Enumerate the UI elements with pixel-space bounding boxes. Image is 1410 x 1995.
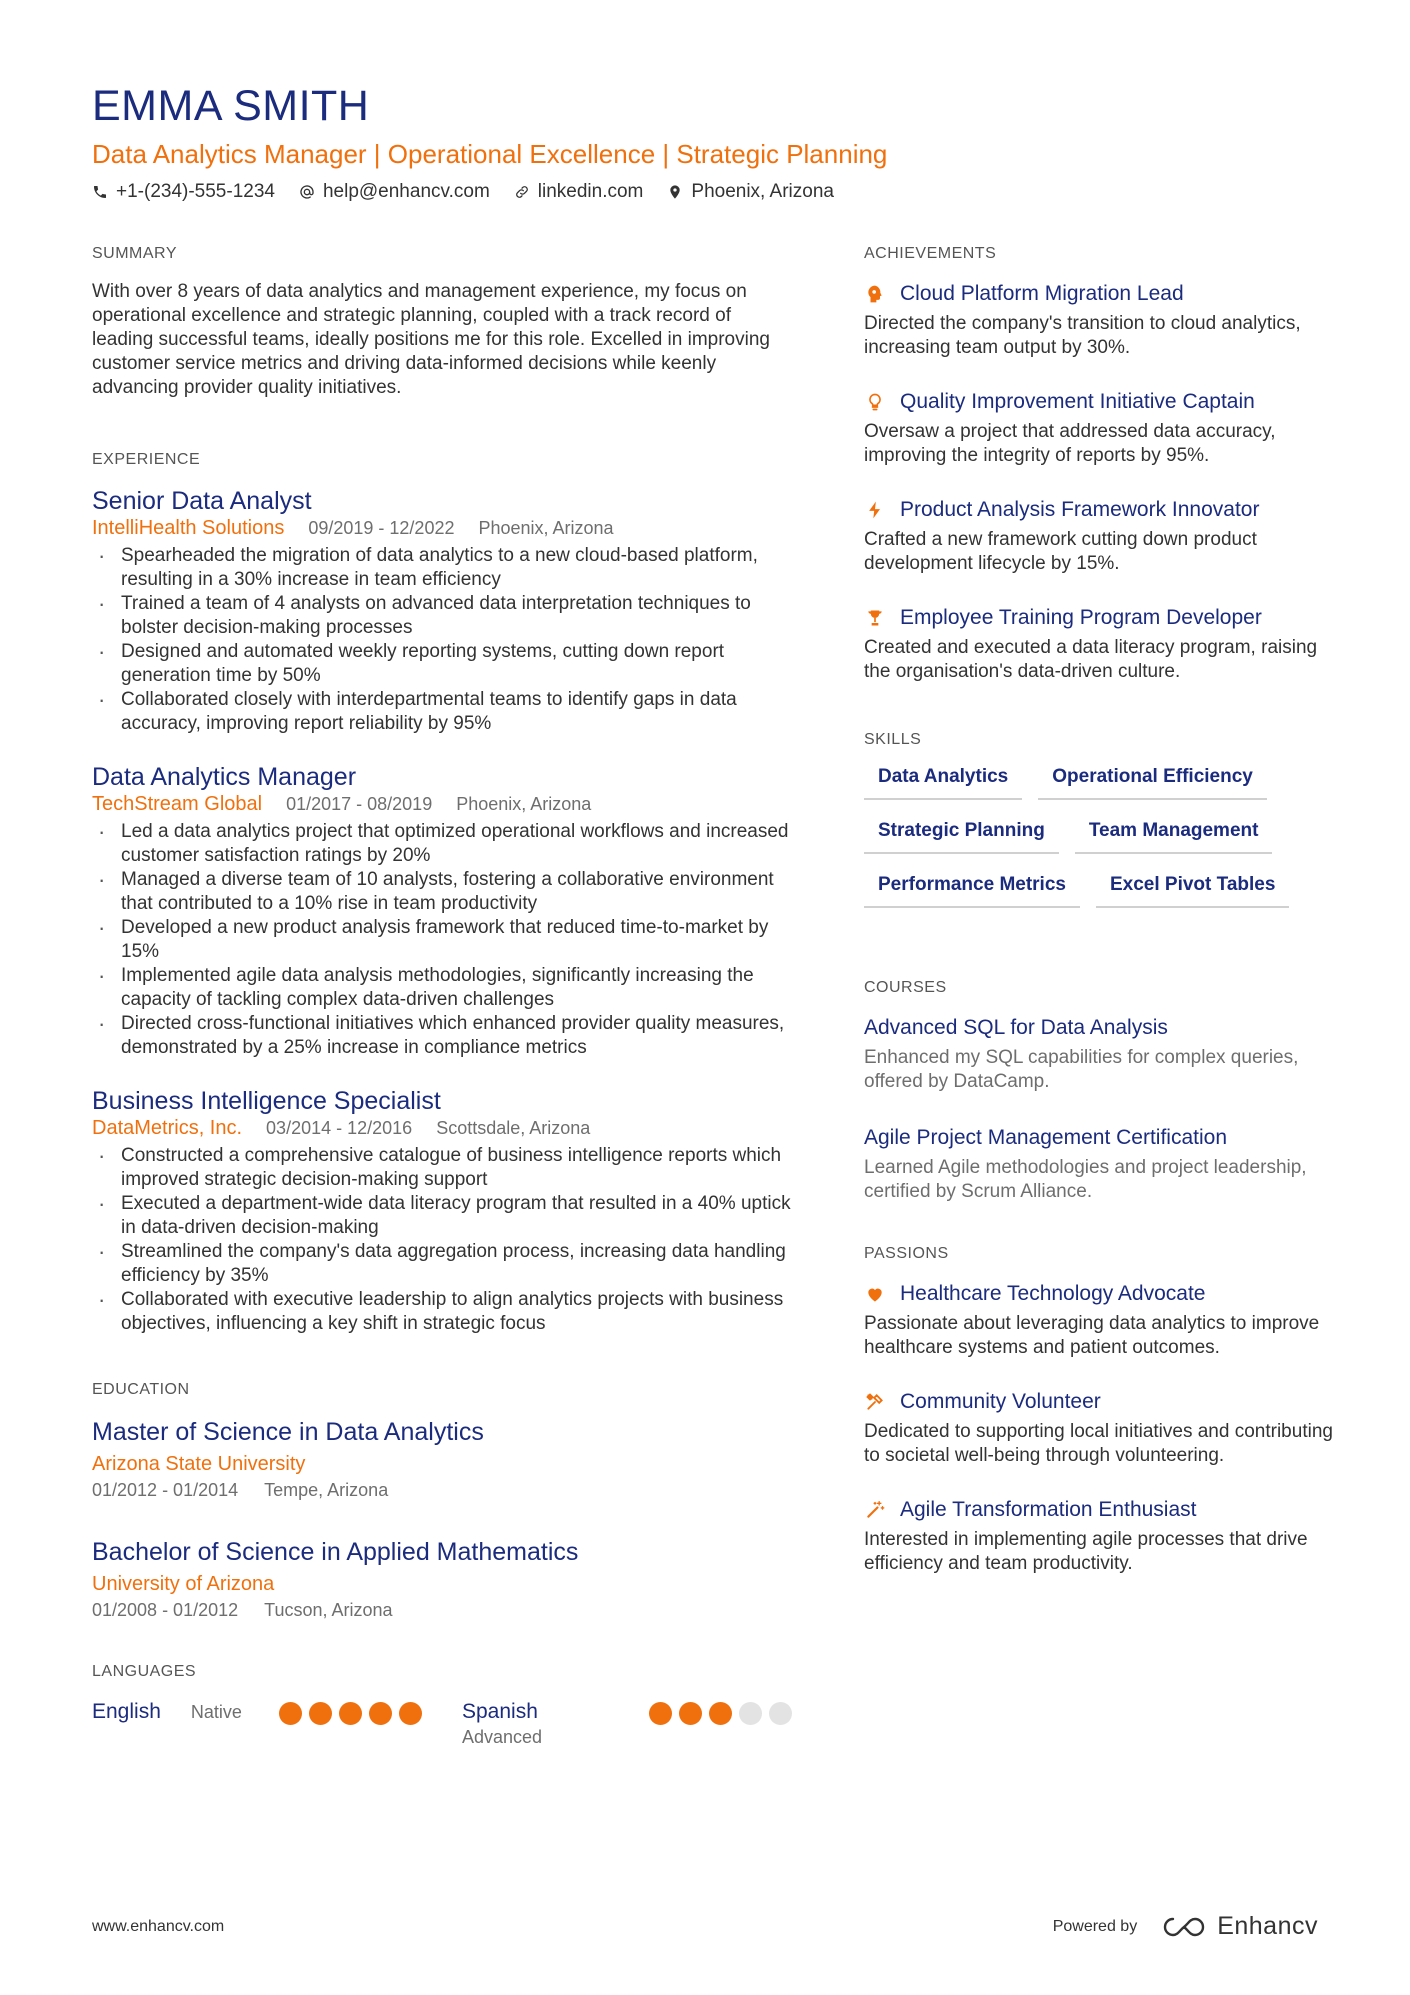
bullet-item: · Implemented agile data analysis methodologies, significantly increasing the capacity of tackling complex data-driven challenges (92, 964, 792, 1012)
passion-desc: Dedicated to supporting local initiatives and contributing to societal well-being through volunteering. (864, 1421, 1333, 1466)
language-name: English (92, 1700, 161, 1723)
job-title: Data Analytics Manager (92, 763, 357, 791)
skills-section (864, 730, 1334, 908)
achievement-item (864, 388, 1334, 468)
course-desc: Learned Agile methodologies and project leadership, certified by Scrum Alliance. (864, 1157, 1307, 1202)
bullet-item: · Trained a team of 4 analysts on advanced data interpretation techniques to bolster decision-making processes (92, 592, 792, 640)
trophy-icon (864, 607, 886, 629)
rating-dot-filled (369, 1702, 392, 1725)
courses-section (864, 978, 1334, 1204)
resume-header (92, 80, 1322, 206)
passion-title: Agile Transformation Enthusiast (900, 1498, 1197, 1521)
skill-tag: Data Analytics (864, 766, 1022, 800)
language-level: Advanced (462, 1727, 543, 1747)
email-text: help@enhancv.com (322, 181, 490, 202)
skill-tag: Excel Pivot Tables (1096, 874, 1289, 908)
achievement-item (864, 280, 1334, 360)
bolt-icon (864, 499, 886, 521)
contact-phone[interactable] (92, 178, 275, 206)
powered-by (1053, 1912, 1318, 1941)
passion-item (864, 1280, 1334, 1360)
bullet-item: · Developed a new product analysis framework that reduced time-to-market by 15% (92, 916, 792, 964)
achievement-item (864, 604, 1334, 684)
location-text: Phoenix, Arizona (691, 181, 834, 202)
languages-section (92, 1662, 792, 1748)
edu-meta (92, 1478, 792, 1502)
rating-dot-filled (679, 1702, 702, 1725)
bullet-item: · Constructed a comprehensive catalogue of business intelligence reports which improved strategic decision-making support (92, 1144, 792, 1192)
location-pin-icon (667, 184, 683, 200)
skill-tag: Team Management (1075, 820, 1273, 854)
language-rating (279, 1702, 422, 1725)
link-icon (514, 184, 530, 200)
linkedin-text: linkedin.com (537, 181, 644, 202)
job-company: DataMetrics, Inc. (92, 1117, 243, 1139)
education-entry (92, 1536, 792, 1622)
course-item (864, 1124, 1334, 1204)
job-dates: 09/2019 - 12/2022 (308, 518, 455, 538)
edu-location: Tucson, Arizona (264, 1600, 393, 1620)
bullet-item: · Collaborated closely with interdepartmental teams to identify gaps in data accuracy, improving report reliability by 95% (92, 688, 792, 736)
job-meta (92, 1116, 792, 1140)
bullet-item: · Led a data analytics project that optimized operational workflows and increased customer satisfaction ratings by 20% (92, 820, 792, 868)
headline: Data Analytics Manager | Operational Excellence | Strategic Planning (92, 139, 888, 169)
job-location: Phoenix, Arizona (456, 794, 592, 814)
edu-school: Arizona State University (92, 1453, 306, 1475)
skill-tag: Performance Metrics (864, 874, 1080, 908)
job-bullets (92, 544, 792, 736)
edu-location: Tempe, Arizona (264, 1480, 389, 1500)
job-dates: 03/2014 - 12/2016 (266, 1118, 413, 1138)
achievement-desc: Created and executed a data literacy program, raising the organisation's data-driven culture. (864, 637, 1318, 682)
section-title-skills: SKILLS (864, 731, 922, 748)
job-location: Phoenix, Arizona (478, 518, 614, 538)
language-item (462, 1698, 792, 1748)
contact-linkedin[interactable] (514, 178, 644, 206)
job-entry (92, 1086, 792, 1336)
section-title-summary: SUMMARY (92, 245, 177, 262)
job-meta (92, 792, 792, 816)
passion-desc: Passionate about leveraging data analytics to improve healthcare systems and patient outcomes. (864, 1313, 1320, 1358)
contact-location (667, 178, 834, 206)
summary-section (92, 244, 792, 400)
rating-dot-empty (769, 1702, 792, 1725)
course-item (864, 1014, 1334, 1094)
job-location: Scottsdale, Arizona (436, 1118, 591, 1138)
bullet-item: · Managed a diverse team of 10 analysts, fostering a collaborative environment that contributed to a 10% rise in team productivity (92, 868, 792, 916)
contact-email[interactable] (299, 178, 490, 206)
language-rating (649, 1702, 792, 1725)
phone-icon (92, 184, 108, 200)
rating-dot-filled (339, 1702, 362, 1725)
job-entry (92, 486, 792, 736)
skill-tag: Operational Efficiency (1038, 766, 1267, 800)
page-footer (92, 1912, 1318, 1941)
bullet-item: · Directed cross-functional initiatives which enhanced provider quality measures, demonstrated by a 25% increase in compliance metrics (92, 1012, 792, 1060)
passion-item (864, 1496, 1334, 1576)
rating-dot-filled (279, 1702, 302, 1725)
rating-dot-filled (309, 1702, 332, 1725)
job-company: TechStream Global (92, 793, 263, 815)
achievements-section (864, 244, 1334, 684)
edu-meta (92, 1598, 792, 1622)
phone-text: +1-(234)-555-1234 (116, 181, 275, 202)
passion-title: Community Volunteer (900, 1390, 1101, 1413)
tools-icon (864, 1391, 886, 1413)
summary-text: With over 8 years of data analytics and management experience, my focus on operational excellence and strategic planning, coupled with a track record of leading successful teams, ideally positions me for this role. Excelled in improving customer service metrics and driving data-informed decisions while keenly advancing provider quality initiatives. (92, 281, 770, 398)
job-bullets (92, 820, 792, 1060)
rating-dot-filled (399, 1702, 422, 1725)
section-title-achievements: ACHIEVEMENTS (864, 245, 997, 262)
brand-logo[interactable] (1161, 1912, 1318, 1941)
job-title: Business Intelligence Specialist (92, 1087, 441, 1115)
section-title-passions: PASSIONS (864, 1245, 949, 1262)
bullet-item: · Spearheaded the migration of data analytics to a new cloud-based platform, resulting in a 30% increase in team efficiency (92, 544, 792, 592)
language-item (92, 1698, 422, 1748)
job-company: IntelliHealth Solutions (92, 517, 285, 539)
edu-dates: 01/2012 - 01/2014 (92, 1480, 239, 1500)
right-column (864, 244, 1334, 1604)
edu-degree: Master of Science in Data Analytics (92, 1418, 484, 1446)
bullet-item: · Executed a department-wide data literacy program that resulted in a 40% uptick in data-driven decision-making (92, 1192, 792, 1240)
edu-dates: 01/2008 - 01/2012 (92, 1600, 239, 1620)
edu-degree: Bachelor of Science in Applied Mathematics (92, 1538, 579, 1566)
brand-name: Enhancv (1217, 1912, 1318, 1940)
at-icon (299, 184, 315, 200)
infinity-logo-icon (1161, 1915, 1207, 1939)
education-section (92, 1380, 792, 1622)
heart-icon (864, 1283, 886, 1305)
rating-dot-empty (739, 1702, 762, 1725)
passions-section (864, 1244, 1334, 1576)
achievement-title: Product Analysis Framework Innovator (900, 498, 1260, 521)
section-title-education: EDUCATION (92, 1381, 190, 1398)
footer-url[interactable]: www.enhancv.com (92, 1917, 225, 1935)
education-entry (92, 1416, 792, 1502)
course-desc: Enhanced my SQL capabilities for complex queries, offered by DataCamp. (864, 1047, 1299, 1092)
rating-dot-filled (709, 1702, 732, 1725)
candidate-name: EMMA SMITH (92, 82, 370, 130)
passion-item (864, 1388, 1334, 1468)
achievement-title: Cloud Platform Migration Lead (900, 282, 1184, 305)
rating-dot-filled (649, 1702, 672, 1725)
passion-desc: Interested in implementing agile processes that drive efficiency and team productivity. (864, 1529, 1308, 1574)
job-meta (92, 516, 792, 540)
bullet-item: · Collaborated with executive leadership to align analytics projects with business objectives, influencing a key shift in strategic focus (92, 1288, 792, 1336)
achievement-desc: Directed the company's transition to cloud analytics, increasing team output by 30%. (864, 313, 1301, 358)
edu-school: University of Arizona (92, 1573, 275, 1595)
language-name: Spanish (462, 1700, 538, 1723)
powered-by-label: Powered by (1052, 1917, 1138, 1935)
passion-title: Healthcare Technology Advocate (900, 1282, 1206, 1305)
job-dates: 01/2017 - 08/2019 (286, 794, 433, 814)
achievement-title: Quality Improvement Initiative Captain (900, 390, 1255, 413)
bullet-item: · Designed and automated weekly reporting systems, cutting down report generation time by 50% (92, 640, 792, 688)
section-title-courses: COURSES (864, 979, 947, 996)
left-column (92, 244, 792, 1748)
achievement-item (864, 496, 1334, 576)
course-title: Advanced SQL for Data Analysis (864, 1016, 1168, 1039)
job-bullets (92, 1144, 792, 1336)
job-entry (92, 762, 792, 1060)
lightbulb-icon (864, 391, 886, 413)
skills-list (864, 766, 1334, 908)
contact-row (92, 178, 1322, 206)
achievement-desc: Oversaw a project that addressed data accuracy, improving the integrity of reports by 95%. (864, 421, 1276, 466)
magic-wand-icon (864, 1499, 886, 1521)
section-title-experience: EXPERIENCE (92, 451, 201, 468)
language-level: Native (190, 1702, 242, 1722)
skill-tag: Strategic Planning (864, 820, 1059, 854)
job-title: Senior Data Analyst (92, 487, 312, 515)
experience-section (92, 450, 792, 1336)
head-icon (864, 283, 886, 305)
section-title-languages: LANGUAGES (92, 1663, 197, 1680)
achievement-desc: Crafted a new framework cutting down product development lifecycle by 15%. (864, 529, 1257, 574)
languages-list (92, 1698, 792, 1748)
achievement-title: Employee Training Program Developer (900, 606, 1262, 629)
course-title: Agile Project Management Certification (864, 1126, 1228, 1149)
bullet-item: · Streamlined the company's data aggregation process, increasing data handling efficiency by 35% (92, 1240, 792, 1288)
